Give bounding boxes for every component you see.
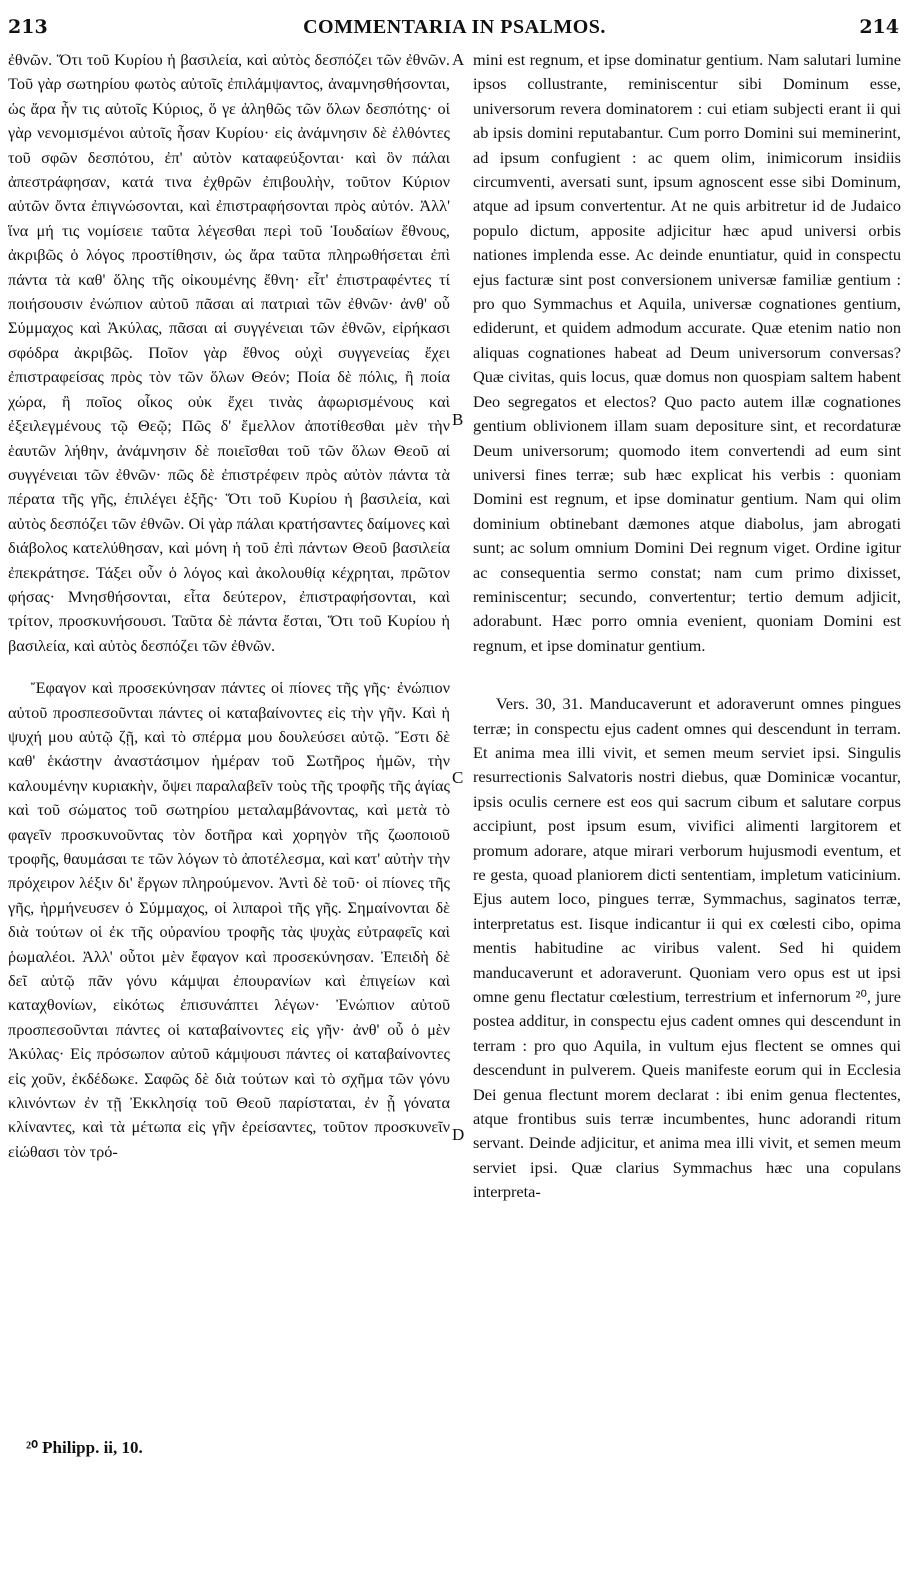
page-number-right: 214	[859, 16, 899, 38]
latin-column	[473, 48, 901, 1205]
greek-paragraph-2: Ἔφαγον καὶ προσεκύνησαν πάντες οἱ πίονες τῆς γῆς· ἐνώπιον αὐτοῦ προσπεσοῦνται πάντες οἱ καταβαίνοντες εἰς τὴν γῆν. Καὶ ἡ ψυχή μου αὐτῷ ζῇ, καὶ τὸ σπέρμα μου δουλεύσει αὐτῷ. Ἔστι δὲ καθ' ἑκάστην ἀναστάσιμον ἡμέραν τοῦ Σωτῆρος ἡμῶν, τὴν καλουμένην κυριακὴν, ὄψει παραλαβεῖν τοὺς τῆς τροφῆς τῆς ἁγίας καὶ τοῦ σώματος τοῦ σωτηρίου μεταλαμβάνοντας, καὶ μετὰ τὸ φαγεῖν προσκυνοῦντας τὸν δοτῆρα καὶ χορηγὸν τῆς ζωοποιοῦ τροφῆς, θαυμάσαι τε τῶν λόγων τὸ ἀποτέλεσμα, καὶ κατ' αὐτὴν τὴν πρόχειρον λέξιν δι' ἔργων πληρούμενον. Ἀντὶ δὲ τοῦ· οἱ πίονες τῆς γῆς, ἡρμήνευσεν ὁ Σύμμαχος, οἱ λιπαροὶ τῆς γῆς. Σημαίνονται δὲ διὰ τούτων οἱ ἐκ τῆς οὐρανίου τροφῆς τὰς ψυχὰς εὐτραφεῖς καὶ ῥωμαλέοι. Ἀλλ' οὗτοι μὲν ἔφαγον καὶ προσεκύνησαν. Ἐπειδὴ δὲ δεῖ αὐτῷ πᾶν γόνυ κάμψαι ἐπουρανίων καὶ ἐπιγείων καὶ καταχθονίων, εἰκότως ἐπισυνάπτει λέγων· Ἐνώπιον αὐτοῦ προσπεσοῦνται πάντες οἱ καταβαίνοντες εἰς γῆν· ἀνθ' οὗ ὁ μὲν Ἀκύλας· Εἰς πρόσωπον αὐτοῦ κάμψουσι πάντες οἱ καταβαίνοντες εἰς χοῦν, ἐκδέδωκε. Σαφῶς δὲ διὰ τούτων καὶ τὸ σχῆμα τῶν γόνυ κλινόντων ἐν τῇ Ἐκκλησίᾳ τοῦ Θεοῦ παρίσταται, ἐν ᾗ γόνατα κλίναντες, καὶ τὰ μέτωπα εἰς γῆν ἐρείσαντες, τοῦτον προσκυνεῖν εἰώθασι τὸν τρό-	[8, 678, 450, 1161]
greek-column	[8, 48, 450, 1164]
greek-paragraph-1: ἐθνῶν. Ὅτι τοῦ Κυρίου ἡ βασιλεία, καὶ αὐτὸς δεσπόζει τῶν ἐθνῶν. Τοῦ γὰρ σωτηρίου φωτὸς αὐτοῖς ἐπιλάμψαντος, ἀναμνησθήσονται, ὡς ἄρα ἦν τις αὐτοῖς Κύριος, ὅ γε ἀληθῶς τῶν ὅλων δεσπότης· οἱ γὰρ νενομισμένοι αὐτοῖς ἦσαν Κυρίου· εἰς ἀνάμνησιν δὲ ἐλθόντες τοῦ σφῶν δεσπότου, ἐπ' αὐτὸν καταφεύξονται· καὶ ὃν πάλαι ἀπεστράφησαν, κατά τινα ἐχθρῶν ἐπιβουλὴν, τοῦτον Κύριον αὐτῶν ὄντα ἐπιγνώσονται, καὶ ἐπιστραφήσονται πρὸς αὐτόν. Ἀλλ' ἵνα μή τις νομίσειε ταῦτα λέγεσθαι περὶ τοῦ Ἰουδαίων ἔθνους, ἀκριβῶς ὁ λόγος προστίθησιν, ὡς ἄρα ταῦτα πληρωθήσεται ἐπὶ πάντα τὰ καθ' ὅλης τῆς οἰκουμένης ἔθνη· εἶτ' ἐπιστραφέντες τί ποιήσουσιν ἐνώπιον αὐτοῦ πᾶσαι αἱ πατριαὶ τῶν ἐθνῶν· ἀνθ' οὗ Σύμμαχος καὶ Ἀκύλας, πᾶσαι αἱ συγγένειαι τῶν ἐθνῶν, εἰρήκασι σφόδρα ἀκριβῶς. Ποῖον γὰρ ἔθνος οὐχὶ συγγενείας ἔχει ἐπιστραφείσας πρὸς τὸν τῶν ὅλων Θεόν; Ποία δὲ πόλις, ἢ ποία χώρα, ἢ ποῖος οἶκος οὐκ ἔχει τινὰς ἀφωρισμένους καὶ ἐξειλεγμένους τῷ Θεῷ; Πῶς δ' ἔμελλον ἀποτίθεσθαι μὲν τὴν ἑαυτῶν λήθην, ἀνάμνησιν δὲ ποιεῖσθαι τοῦ τῶν ὅλων Θεοῦ αἱ συγγένειαι τῶν ἐθνῶν· πῶς δὲ ἐπιστρέφειν πρὸς αὐτὸν πάντα τὰ πέρατα τῆς γῆς, ἐπιλέγει ἑξῆς· Ὅτι τοῦ Κυρίου ἡ βασιλεία, καὶ αὐτὸς δεσπόζει τῶν ἐθνῶν. Οἱ γὰρ πάλαι κρατήσαντες δαίμονες καὶ διάβολος κατελύθησαν, καὶ μόνη ἡ τοῦ ἐπὶ πάντων Θεοῦ βασιλεία ἐπεκράτησε. Τάξει οὖν ὁ λόγος καὶ ἀκολουθίᾳ κέχρηται, πρῶτον φήσας· Μνησθήσονται, εἶτα δεύτερον, ἐπιστραφήσονται, καὶ τρίτον, προσκυνήσουσι. Ταῦτα δὲ πάντα ἔσται, Ὅτι τοῦ Κυρίου ἡ βασιλεία, καὶ αὐτὸς δεσπόζει τῶν ἐθνῶν.	[8, 50, 450, 655]
section-marker-d: D	[452, 1125, 465, 1144]
running-title: COMMENTARIA IN PSALMOS.	[303, 16, 606, 38]
footnote: ²⁰ Philipp. ii, 10.	[26, 1438, 143, 1457]
page-header	[0, 16, 909, 46]
latin-paragraph-1: mini est regnum, et ipse dominatur gentium. Nam salutari lumine ipsos collustrante, reminiscentur sibi Dominum esse, universorum revera dominatorem : cui etiam subjecti erant ii qui ab ipsis domini reputabantur. Cum porro Domini sui meminerint, ad ipsum confugient : ac quem olim, inimicorum insidiis circumventi, aversati sunt, ipsum agnoscent esse sibi Dominum, atque ad ipsum convertentur. At ne quis arbitretur id de Judaico populo dictum, apposite adjicitur hæc apud universi orbis nationes implenda esse. Ac deinde enuntiatur, quid in conspectu ejus facturæ sint post conversionem universæ familiæ gentium : pro quo Symmachus et Aquila, universæ cognationes gentium, ediderunt, et quidem admodum accurate. Quæ etenim natio non aliquas cognationes habeat ad Deum universorum conversas? Quæ civitas, quis locus, quæ domus non quospiam saltem habent Deo segregatos et electos? Quo pacto autem illæ cognationes gentium oblivionem illam suam depositure sint, et recordaturæ Deum universorum; quomodo item convertendi ad eum sint universi fines terræ; sub hæc explicat his verbis : quoniam Domini est regnum, et ipse dominatur gentium. Nam qui olim dominium obtinebant dæmones atque diabolus, jam abrogati sunt; ac solum omnium Domini Dei regnum viget. Ordine igitur ac consequentia sermo constat; nam cum primo dixisset, reminiscentur; secundo, convertentur; tertio demum adjicit, adorabunt. Hæc porro omnia evenient, quoniam Domini est regnum, et ipse dominatur gentium.	[473, 50, 901, 655]
section-marker-b: B	[452, 410, 464, 429]
page-number-left: 213	[8, 16, 48, 38]
section-marker-c: C	[452, 768, 464, 787]
latin-paragraph-2: Vers. 30, 31. Manducaverunt et adoraverunt omnes pingues terræ; in conspectu ejus cadent omnes qui descendunt in terram. Et anima mea illi vivit, et semen meum serviet ipsi. Singulis resurrectionis Salvatoris nostri diebus, quæ Dominicæ vocantur, ipsis oculis cernere est eos qui sacrum cibum et salutare corpus accipiunt, post ipsum esum, vivifici alimenti largitorem et promum adorare, atque mirari verborum hujusmodi eventum, et re gesta, quoad planiorem dicti sententiam, impletum vaticinium. Ejus autem loco, pingues terræ, Symmachus, saginatos terræ, interpretatus est. Iisque indicantur ii qui ex cœlesti cibo, opima mentis habitudine ac viribus valent. Sed hi quidem manducaverunt et adoraverunt. Quoniam vero opus est ut ipsi omne genu flectatur cœlestium, terrestrium et infernorum ²⁰, jure postea additur, in conspectu ejus cadent omnes qui descendunt in terram : pro quo Aquila, in vultum ejus flectent se omnes qui descendunt in pulverem. Queis manifeste eorum qui in Ecclesia Dei genua flectunt morem declarat : ibi enim genua flectentes, atque frontibus suis terræ incumbentes, hunc adorandi ritum servant. Deinde adjicitur, et anima mea illi vivit, et semen meum serviet ipsi. Quæ clarius Symmachus hæc una copulans interpreta-	[473, 694, 901, 1202]
section-marker-a: A	[452, 50, 465, 69]
